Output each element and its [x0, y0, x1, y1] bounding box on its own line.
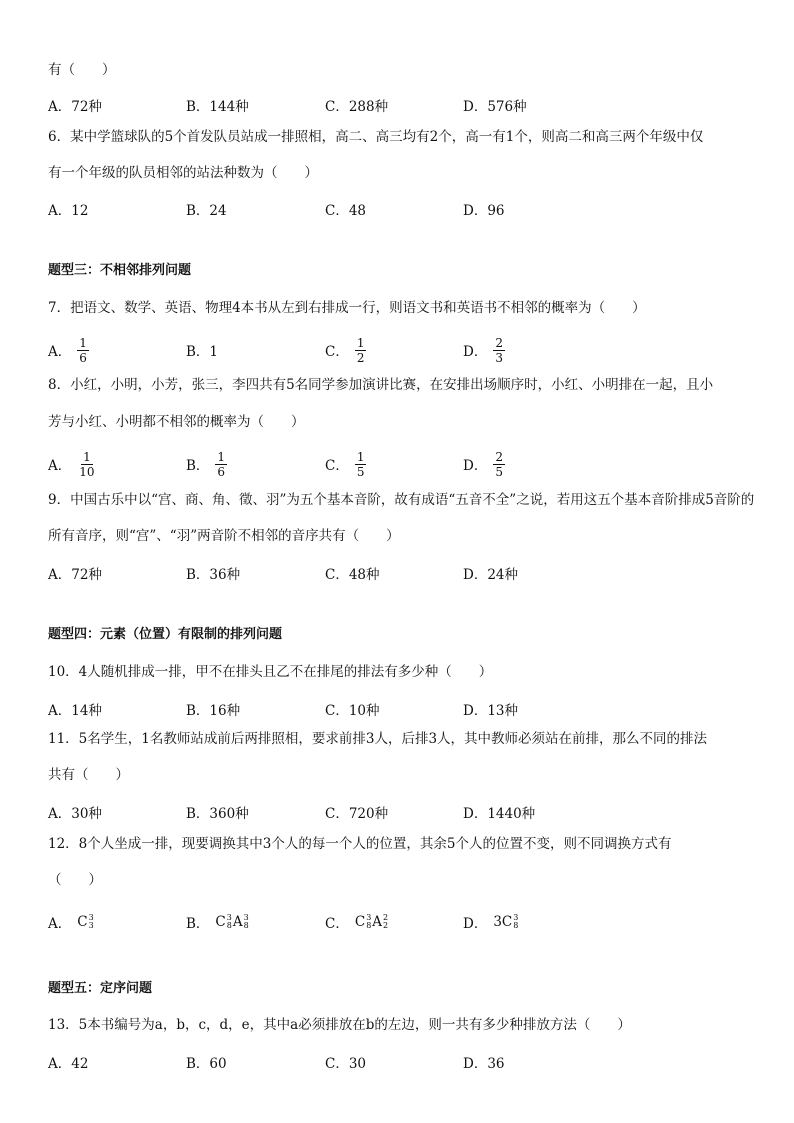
q10-text: 10．4人随机排成一排，甲不在排头且乙不在排尾的排法有多少种（ ） [48, 664, 493, 680]
q11-options [48, 797, 748, 827]
option-d [463, 449, 505, 479]
numerator: 1 [217, 449, 226, 464]
superscript: 3 [366, 913, 372, 922]
denominator: 3 [495, 350, 503, 365]
fraction [215, 450, 227, 479]
option-d: D．1440种 [463, 806, 536, 822]
option-letter: A． [48, 916, 72, 932]
option-d [463, 335, 505, 365]
option-a [48, 335, 89, 365]
q10-options [48, 694, 748, 724]
subscript: 8 [513, 921, 519, 930]
option-a [48, 907, 95, 937]
denominator: 6 [217, 464, 226, 479]
numerator: 2 [495, 335, 503, 350]
option-b: B．360种 [186, 806, 249, 822]
denominator: 2 [356, 350, 365, 365]
option-a: A．30种 [48, 806, 102, 822]
q8-options [48, 449, 748, 479]
combination-symbol: C 3 3 [77, 913, 94, 930]
numerator: 1 [83, 449, 91, 464]
subscript: 3 [88, 921, 94, 930]
option-letter: D． [463, 458, 488, 474]
q6-line2: 有一个年级的队员相邻的站法种数为（ ） [48, 165, 318, 181]
combination-symbol: C 3 8 [354, 913, 372, 930]
q12-options [48, 907, 748, 937]
q6-line1: 6．某中学篮球队的5个首发队员站成一排照相，高二、高三均有2个，高一有1个，则高二和高三两个年级中仅 [48, 129, 704, 145]
fraction [355, 450, 367, 479]
superscript: 3 [88, 913, 94, 922]
q7-options [48, 335, 748, 365]
option-c: C．288种 [325, 99, 389, 115]
option-c [325, 907, 389, 937]
option-a [48, 449, 97, 479]
option-d: D．576种 [463, 99, 527, 115]
option-letter: C． [325, 458, 349, 474]
option-c: C．48种 [325, 567, 380, 583]
fraction [355, 336, 367, 365]
subscript: 8 [226, 921, 232, 930]
option-letter: C． [325, 344, 349, 360]
q6-options [48, 194, 748, 224]
numerator: 1 [356, 449, 365, 464]
option-b: B．60 [186, 1056, 227, 1072]
option-b: B．36种 [186, 567, 241, 583]
numerator: 1 [356, 335, 365, 350]
combination-symbol: C 3 8 [501, 913, 519, 930]
fraction [77, 450, 96, 479]
option-a: A．42 [48, 1056, 89, 1072]
option-b: B．144种 [186, 99, 249, 115]
combination-expression [355, 914, 389, 930]
denominator: 6 [79, 350, 87, 365]
option-c [325, 449, 366, 479]
option-letter: B． [186, 916, 210, 932]
option-c [325, 335, 366, 365]
fraction [77, 336, 89, 365]
option-letter: D． [463, 916, 488, 932]
option-d: D．96 [463, 203, 505, 219]
combination-symbol: C 3 8 [215, 913, 232, 930]
section-heading-5: 题型五：定序问题 [48, 981, 153, 996]
q12-line1: 12．8个人坐成一排，现要调换其中3个人的每一个人的位置，其余5个人的位置不变，则不同调换方式有 [48, 836, 672, 852]
subscript: 2 [383, 921, 389, 930]
subscript: 8 [243, 921, 249, 930]
q5-tail: 有（ ） [48, 62, 116, 78]
option-a: A．14种 [48, 703, 102, 719]
option-a: A．72种 [48, 99, 102, 115]
option-a: A．12 [48, 203, 89, 219]
option-d: D．13种 [463, 703, 519, 719]
q5-options [48, 90, 748, 120]
combination-expression [493, 914, 519, 930]
superscript: 2 [383, 913, 389, 922]
denominator: 5 [356, 464, 365, 479]
option-c: C．720种 [325, 806, 389, 822]
q11-line2: 共有（ ） [48, 767, 129, 783]
fraction [493, 336, 505, 365]
q9-line1: 9．中国古乐中以“宫、商、角、徵、羽”为五个基本音阶，故有成语“五音不全”之说，若用这五个基本音阶排成5音阶的 [48, 492, 755, 508]
arrangement-symbol: A 2 2 [372, 913, 389, 930]
arrangement-symbol: A 3 8 [232, 913, 249, 930]
section-heading-3: 题型三：不相邻排列问题 [48, 263, 192, 278]
combination-expression [215, 914, 249, 930]
superscript: 3 [226, 913, 232, 922]
option-c: C．30 [325, 1056, 367, 1072]
option-a: A．72种 [48, 567, 102, 583]
fraction [493, 450, 505, 479]
option-d: D．36 [463, 1056, 505, 1072]
combination-expression [77, 914, 94, 930]
option-c: C．48 [325, 203, 367, 219]
option-b: B．16种 [186, 703, 241, 719]
option-b [186, 449, 227, 479]
option-letter: B． [186, 458, 210, 474]
option-b [186, 907, 250, 937]
superscript: 3 [243, 913, 249, 922]
coefficient: 3 [493, 914, 502, 930]
option-letter: D． [463, 344, 488, 360]
option-b: B．24 [186, 203, 227, 219]
option-d: D．24种 [463, 567, 519, 583]
q7-text: 7．把语文、数学、英语、物理4本书从左到右排成一行，则语文书和英语书不相邻的概率为（ ） [48, 300, 646, 316]
subscript: 8 [366, 921, 372, 930]
q8-line1: 8．小红，小明，小芳，张三，李四共有5名同学参加演讲比赛，在安排出场顺序时，小红、小明排在一起，且小 [48, 377, 714, 393]
option-letter: A． [48, 458, 72, 474]
option-letter: A． [48, 344, 72, 360]
option-b: B．1 [186, 344, 219, 360]
denominator: 5 [495, 464, 503, 479]
section-heading-4: 题型四：元素（位置）有限制的排列问题 [48, 627, 283, 642]
q13-options [48, 1047, 748, 1077]
option-d [463, 907, 519, 937]
numerator: 1 [79, 335, 87, 350]
q13-text: 13．5本书编号为a，b，c，d，e，其中a必须排放在b的左边，则一共有多少种排放方法（ ） [48, 1017, 631, 1033]
q9-line2: 所有音序，则“宫”、“羽”两音阶不相邻的音序共有（ ） [48, 528, 400, 544]
q12-line2: （ ） [48, 872, 102, 888]
option-letter: C． [325, 916, 349, 932]
q11-line1: 11．5名学生，1名教师站成前后两排照相，要求前排3人，后排3人，其中教师必须站在前排，那么不同的排法 [48, 731, 708, 747]
q9-options [48, 558, 748, 588]
denominator: 10 [79, 464, 95, 479]
numerator: 2 [495, 449, 503, 464]
q8-line2: 芳与小红、小明都不相邻的概率为（ ） [48, 414, 305, 430]
option-c: C．10种 [325, 703, 380, 719]
superscript: 3 [513, 913, 519, 922]
